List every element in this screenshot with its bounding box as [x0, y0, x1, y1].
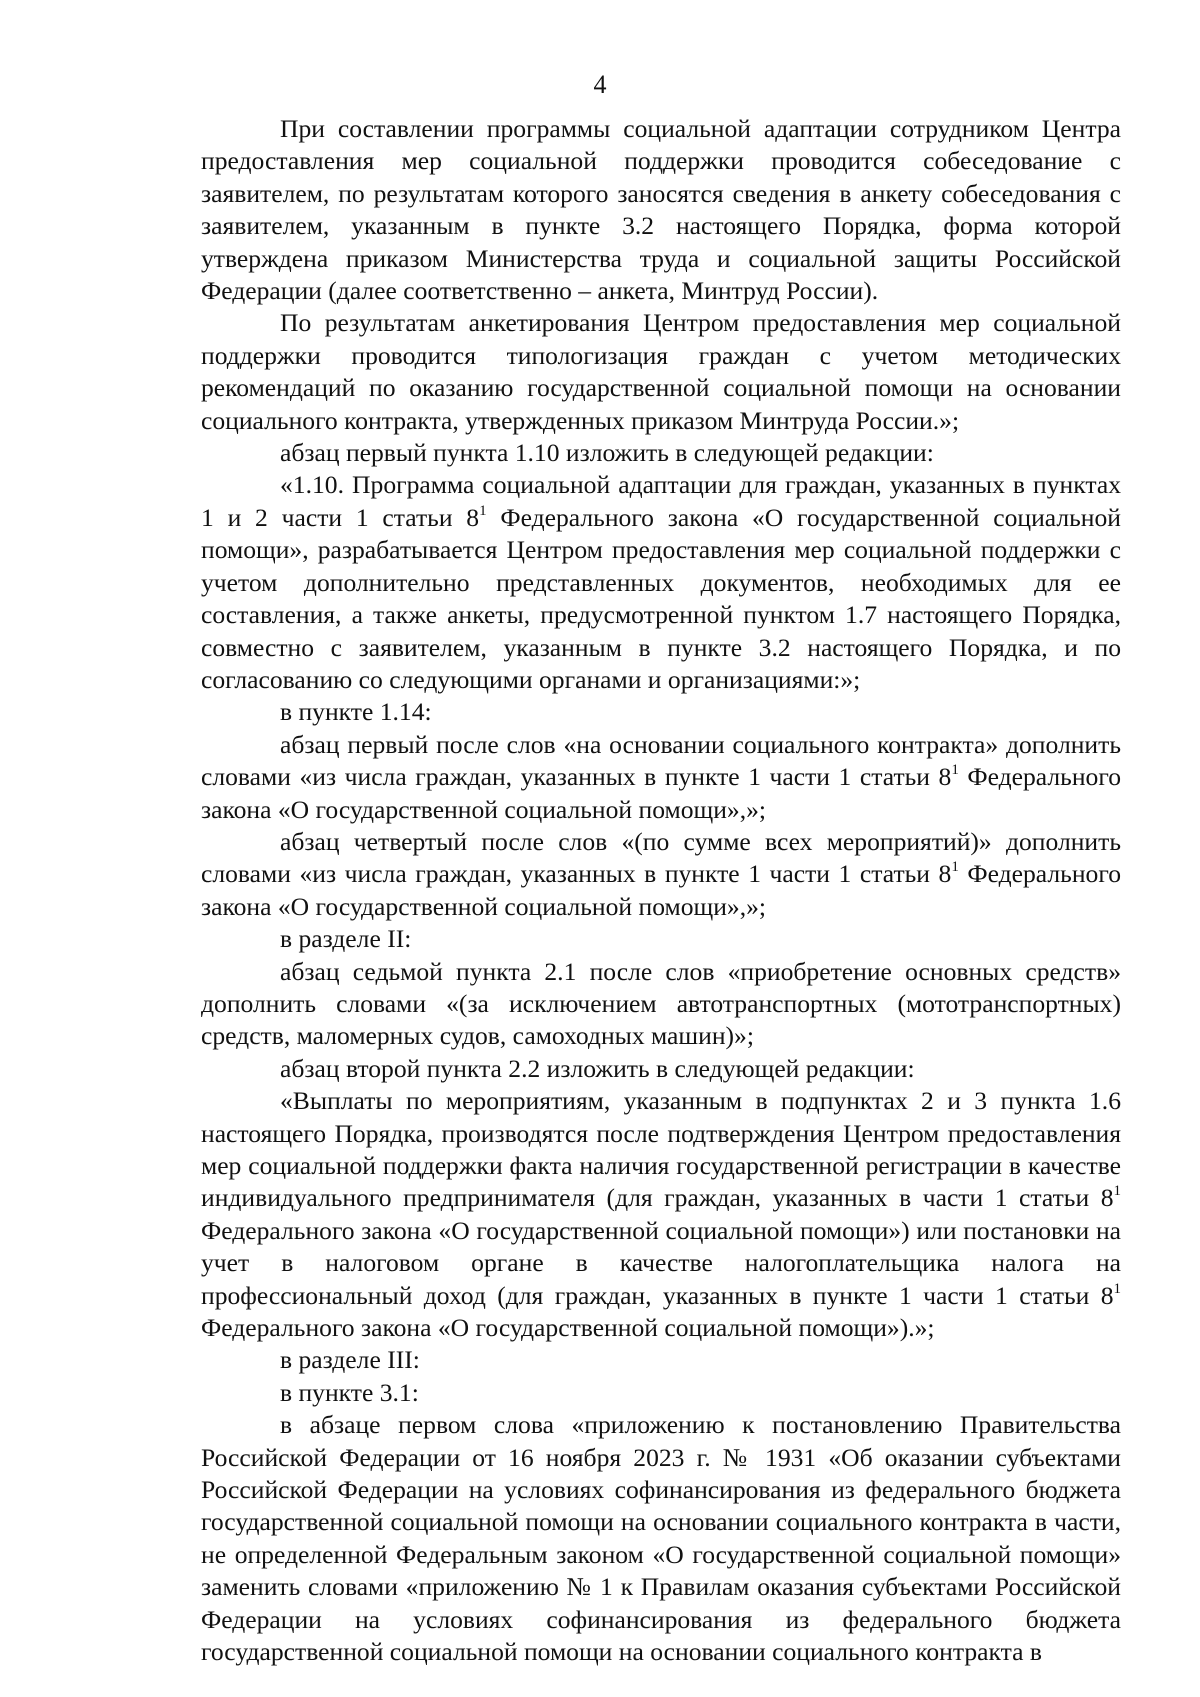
paragraph — [201, 307, 1121, 437]
paragraph-text: Федерального закона «О государственной социальной помощи»,»; — [201, 762, 1121, 824]
paragraph — [201, 956, 1121, 1053]
paragraph-text: Федерального закона «О государственной социальной помощи»).»; — [201, 1313, 935, 1343]
paragraph-text: «Выплаты по мероприятиям, указанным в подпунктах 2 и 3 пункта 1.6 настоящего Порядка, производятся после подтверждения Центром предоставления мер социальной поддержки факта наличия государственной регистрации в качестве индивидуального предпринимателя (для граждан, указанных в части 1 статьи 8 — [201, 1086, 1121, 1213]
paragraph-text: в пункте 3.1: — [280, 1377, 419, 1407]
paragraph-text: Федерального закона «О государственной социальной помощи») или постановки на учет в налоговом органе в качестве налогоплательщика налога на профессиональный доход (для граждан, указанных в пункте 1 части 1 статьи 8 — [201, 1215, 1121, 1310]
paragraph-text: Федерального закона «О государственной социальной помощи»,»; — [201, 859, 1121, 921]
paragraph — [201, 729, 1121, 826]
paragraph — [201, 1085, 1121, 1344]
paragraph — [201, 437, 1121, 469]
paragraph-text: в разделе II: — [280, 924, 412, 954]
paragraph-text: абзац четвертый после слов «(по сумме всех мероприятий)» дополнить словами «из числа граждан, указанных в пункте 1 части 1 статьи 8 — [201, 826, 1121, 889]
document-body — [201, 113, 1121, 1669]
superscript: 1 — [1113, 1183, 1121, 1200]
page-number: 4 — [593, 70, 607, 99]
paragraph — [201, 1053, 1121, 1085]
paragraph — [201, 1409, 1121, 1668]
paragraph-text: абзац первый пункта 1.10 изложить в следующей редакции: — [280, 438, 934, 468]
paragraph — [201, 1377, 1121, 1409]
paragraph-text: По результатам анкетирования Центром предоставления мер социальной поддержки проводится типологизация граждан с учетом методических рекомендаций по оказанию государственной социальной помощи на основании социального контракта, утвержденных приказом Минтруда России.»; — [201, 308, 1121, 435]
superscript: 1 — [951, 762, 959, 779]
paragraph — [201, 1344, 1121, 1376]
paragraph-text: в разделе III: — [280, 1345, 420, 1375]
superscript: 1 — [951, 859, 959, 876]
paragraph — [201, 696, 1121, 728]
paragraph — [201, 469, 1121, 696]
paragraph-text: в абзаце первом слова «приложению к постановлению Правительства Российской Федерации от 16 ноября 2023 г. № 1931 «Об оказании субъектами Российской Федерации на условиях софинансирования из федерального бюджета государственной социальной помощи на основании социального контракта в части, не определенной Федеральным законом «О государственной социальной помощи» заменить словами «приложению № 1 к Правилам оказания субъектами Российской Федерации на условиях софинансирования из федерального бюджета государственной социальной помощи на основании социального контракта в — [201, 1410, 1121, 1667]
paragraph-text: абзац первый после слов «на основании социального контракта» дополнить словами «из числа граждан, указанных в пункте 1 части 1 статьи 8 — [201, 729, 1121, 792]
paragraph — [201, 113, 1121, 307]
paragraph-text: Федерального закона «О государственной социальной помощи», разрабатывается Центром предоставления мер социальной поддержки с учетом дополнительно представленных документов, необходимых для ее составления, а также анкеты, предусмотренной пунктом 1.7 настоящего Порядка, совместно с заявителем, указанным в пункте 3.2 настоящего Порядка, и по согласованию со следующими органами и организациями:»; — [201, 502, 1121, 694]
paragraph — [201, 923, 1121, 955]
paragraph-text: При составлении программы социальной адаптации сотрудником Центра предоставления мер социальной поддержки проводится собеседование с заявителем, по результатам которого заносятся сведения в анкету собеседования с заявителем, указанным в пункте 3.2 настоящего Порядка, форма которой утверждена приказом Министерства труда и социальной защиты Российской Федерации (далее соответственно – анкета, Минтруд России). — [201, 114, 1121, 306]
paragraph-text: «1.10. Программа социальной адаптации для граждан, указанных в пунктах 1 и 2 части 1 статьи 8 — [201, 470, 1121, 532]
paragraph-text: абзац седьмой пункта 2.1 после слов «приобретение основных средств» дополнить словами «(за исключением автотранспортных (мототранспортных) средств, маломерных судов, самоходных машин)»; — [201, 956, 1121, 1051]
superscript: 1 — [1113, 1280, 1121, 1297]
superscript: 1 — [479, 502, 487, 519]
paragraph-text: в пункте 1.14: — [280, 697, 432, 727]
paragraph — [201, 826, 1121, 923]
paragraph-text: абзац второй пункта 2.2 изложить в следующей редакции: — [280, 1053, 915, 1083]
